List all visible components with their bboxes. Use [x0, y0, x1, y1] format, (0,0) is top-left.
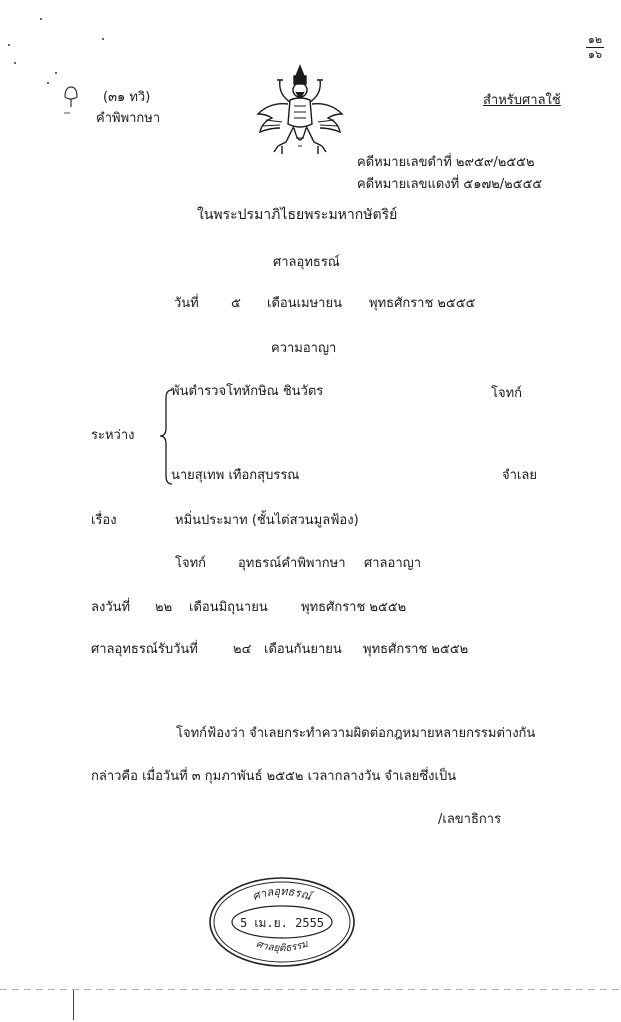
paragraph-line-2: กล่าวคือ เมื่อวันที่ ๓ กุมภาพันธ์ ๒๕๕๒ เวลากลางวัน จำเลยซึ่งเป็น	[91, 769, 457, 784]
form-code: (๓๑ ทวิ)	[103, 90, 151, 105]
scan-speck	[47, 82, 49, 84]
scan-speck	[14, 62, 16, 64]
court-use-label: สำหรับศาลใช้	[483, 93, 561, 108]
scan-speck	[55, 72, 57, 74]
scan-speck	[40, 18, 42, 20]
defendant-name: นายสุเทพ เทือกสุบรรณ	[171, 468, 300, 483]
continuation-word: /เลขาธิการ	[438, 812, 502, 827]
date-label: วันที่	[174, 296, 199, 311]
date-month: เดือนเมษายน	[267, 296, 342, 311]
svg-text:ศาลยุติธรรม	[254, 938, 310, 954]
paragraph-line-1: โจทก์ฟ้องว่า จำเลยกระทำความผิดต่อกฎหมายหลายกรรมต่างกัน	[176, 726, 536, 741]
black-case-number: คดีหมายเลขดำที่ ๒๙๕๙/๒๕๕๒	[357, 155, 535, 170]
form-title: คำพิพากษา	[96, 111, 161, 126]
page-number-total: ๑๖	[588, 48, 602, 61]
garuda-emblem-icon	[252, 62, 348, 162]
received-month: เดือนกันยายน	[264, 642, 342, 657]
dated-month: เดือนมิถุนายน	[189, 600, 268, 615]
date-day: ๕	[231, 296, 241, 311]
court-name: ศาลอุทธรณ์	[273, 255, 340, 270]
received-day: ๒๔	[233, 642, 252, 657]
plaintiff-name: พันตำรวจโทหักษิณ ชินวัตร	[171, 384, 324, 399]
scan-speck	[102, 38, 104, 40]
plaintiff-role: โจทก์	[491, 386, 523, 401]
dated-year: พุทธศักราช ๒๕๕๒	[301, 600, 407, 615]
received-year: พุทธศักราช ๒๕๕๒	[363, 642, 469, 657]
royal-invocation: ในพระปรมาภิไธยพระมหากษัตริย์	[197, 207, 398, 223]
court-received-stamp	[207, 876, 357, 968]
appeal-court: ศาลอาญา	[364, 556, 422, 571]
dated-day: ๒๒	[155, 600, 173, 615]
stamp-date: 5 เม.ย. 2555	[239, 916, 325, 930]
date-year: พุทธศักราช ๒๕๕๕	[369, 296, 476, 311]
stamp-bottom-text: ศาลยุติธรรม	[254, 938, 310, 955]
page-number	[582, 34, 608, 61]
case-type: ความอาญา	[271, 341, 337, 356]
page-number-current: ๑๒	[587, 33, 603, 46]
punch-hole-mark	[62, 85, 80, 121]
received-label: ศาลอุทธรณ์รับวันที่	[91, 642, 198, 657]
dated-label: ลงวันที่	[91, 600, 131, 615]
subject-value: หมิ่นประมาท (ชั้นไต่สวนมูลฟ้อง)	[175, 513, 359, 528]
red-case-number: คดีหมายเลขแดงที่ ๕๑๗๒/๒๕๕๕	[357, 177, 543, 192]
scan-edge-tick	[73, 990, 74, 1020]
stamp-top-text: ศาลอุทธรณ์	[250, 884, 313, 904]
appeal-action: อุทธรณ์คำพิพากษา	[238, 556, 346, 571]
appeal-party: โจทก์	[175, 556, 207, 571]
svg-text:ศาลอุทธรณ์	[251, 885, 316, 904]
subject-label: เรื่อง	[91, 513, 117, 528]
scan-speck	[8, 44, 10, 46]
defendant-role: จำเลย	[502, 468, 537, 483]
scan-edge-line	[0, 989, 621, 990]
between-label: ระหว่าง	[91, 428, 135, 443]
